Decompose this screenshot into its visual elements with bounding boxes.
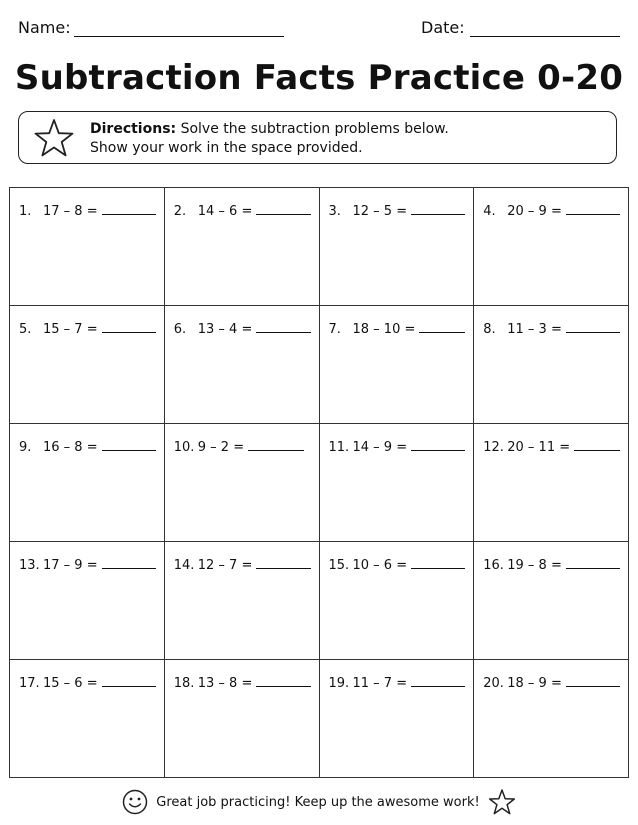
problem bbox=[174, 674, 311, 691]
answer-blank[interactable] bbox=[102, 556, 156, 569]
problem-number: 18. bbox=[173, 676, 195, 691]
star-icon bbox=[488, 788, 516, 816]
directions-box bbox=[18, 111, 617, 164]
answer-blank[interactable] bbox=[566, 202, 620, 215]
problem bbox=[329, 556, 466, 573]
problem-number: 7. bbox=[328, 322, 341, 337]
problem-number: 1. bbox=[19, 204, 32, 219]
problem-number: 17. bbox=[19, 676, 40, 691]
page-title: Subtraction Facts Practice 0-20 bbox=[14, 58, 624, 98]
directions-heading: Directions: bbox=[90, 121, 177, 137]
problem-cell[interactable] bbox=[165, 188, 320, 306]
problem bbox=[483, 438, 620, 455]
directions-line1: Solve the subtraction problems below. bbox=[180, 121, 449, 137]
problem-expression: 18 – 9 = bbox=[507, 676, 562, 691]
problem bbox=[329, 438, 466, 455]
problem-number: 16. bbox=[483, 558, 504, 573]
problem bbox=[483, 320, 620, 337]
answer-blank[interactable] bbox=[566, 320, 620, 333]
problem-cell[interactable] bbox=[10, 660, 165, 778]
problem-cell[interactable] bbox=[320, 188, 475, 306]
name-label: Name: bbox=[18, 18, 71, 37]
problem-expression: 12 – 5 = bbox=[352, 204, 408, 219]
answer-blank[interactable] bbox=[102, 674, 156, 687]
problem-grid bbox=[9, 187, 629, 778]
problem-number: 20. bbox=[483, 676, 504, 691]
problem bbox=[329, 202, 466, 219]
problem bbox=[19, 674, 156, 691]
problem-expression: 13 – 4 = bbox=[197, 322, 253, 337]
problem bbox=[174, 438, 311, 455]
problem-number: 15. bbox=[328, 558, 350, 573]
star-icon bbox=[33, 117, 75, 159]
problem-cell[interactable] bbox=[474, 306, 629, 424]
problem-expression: 15 – 6 = bbox=[43, 676, 98, 691]
problem-expression: 11 – 3 = bbox=[507, 322, 562, 337]
problem-expression: 14 – 9 = bbox=[352, 440, 408, 455]
problem-expression: 14 – 6 = bbox=[197, 204, 253, 219]
problem bbox=[174, 556, 311, 573]
problem-number: 10. bbox=[173, 440, 195, 455]
problem-cell[interactable] bbox=[10, 306, 165, 424]
problem-cell[interactable] bbox=[165, 660, 320, 778]
problem bbox=[329, 674, 466, 691]
problem-expression: 16 – 8 = bbox=[43, 440, 98, 455]
problem-number: 6. bbox=[173, 322, 187, 337]
problem bbox=[174, 202, 311, 219]
problem-expression: 17 – 8 = bbox=[43, 204, 98, 219]
name-field[interactable] bbox=[74, 36, 284, 37]
problem bbox=[19, 556, 156, 573]
problem bbox=[19, 438, 156, 455]
answer-blank[interactable] bbox=[256, 320, 310, 333]
problem-cell[interactable] bbox=[165, 306, 320, 424]
answer-blank[interactable] bbox=[248, 438, 304, 451]
directions-text bbox=[90, 120, 449, 158]
answer-blank[interactable] bbox=[256, 674, 310, 687]
problem-cell[interactable] bbox=[10, 542, 165, 660]
date-label: Date: bbox=[421, 18, 465, 37]
answer-blank[interactable] bbox=[102, 202, 156, 215]
answer-blank[interactable] bbox=[566, 674, 620, 687]
problem-cell[interactable] bbox=[474, 660, 629, 778]
problem-expression: 15 – 7 = bbox=[43, 322, 98, 337]
problem-expression: 18 – 10 = bbox=[352, 322, 416, 337]
problem-cell[interactable] bbox=[320, 660, 475, 778]
answer-blank[interactable] bbox=[411, 438, 465, 451]
problem-cell[interactable] bbox=[474, 188, 629, 306]
problem-cell[interactable] bbox=[474, 424, 629, 542]
problem-cell[interactable] bbox=[10, 424, 165, 542]
directions-line2: Show your work in the space provided. bbox=[90, 140, 363, 156]
problem-number: 14. bbox=[173, 558, 195, 573]
answer-blank[interactable] bbox=[411, 202, 465, 215]
problem-expression: 17 – 9 = bbox=[43, 558, 98, 573]
problem-cell[interactable] bbox=[10, 188, 165, 306]
problem-expression: 9 – 2 = bbox=[197, 440, 245, 455]
header bbox=[18, 16, 622, 42]
problem-cell[interactable] bbox=[474, 542, 629, 660]
problem-cell[interactable] bbox=[320, 542, 475, 660]
problem-cell[interactable] bbox=[165, 424, 320, 542]
problem-expression: 13 – 8 = bbox=[197, 676, 253, 691]
problem-expression: 20 – 11 = bbox=[507, 440, 571, 455]
problem-expression: 11 – 7 = bbox=[352, 676, 408, 691]
problem-cell[interactable] bbox=[320, 424, 475, 542]
answer-blank[interactable] bbox=[256, 556, 310, 569]
problem-expression: 10 – 6 = bbox=[352, 558, 408, 573]
problem-number: 4. bbox=[483, 204, 496, 219]
problem-number: 11. bbox=[328, 440, 350, 455]
problem bbox=[329, 320, 466, 337]
problem-number: 12. bbox=[483, 440, 504, 455]
problem-number: 9. bbox=[19, 440, 32, 455]
date-field[interactable] bbox=[470, 36, 620, 37]
answer-blank[interactable] bbox=[566, 556, 620, 569]
problem-number: 13. bbox=[19, 558, 40, 573]
problem-cell[interactable] bbox=[320, 306, 475, 424]
problem-number: 2. bbox=[173, 204, 187, 219]
answer-blank[interactable] bbox=[102, 438, 156, 451]
problem-expression: 19 – 8 = bbox=[507, 558, 562, 573]
answer-blank[interactable] bbox=[411, 556, 465, 569]
footer-message: Great job practicing! Keep up the awesome work! bbox=[156, 794, 480, 810]
smiley-icon bbox=[122, 789, 148, 815]
problem bbox=[483, 674, 620, 691]
problem-number: 5. bbox=[19, 322, 32, 337]
answer-blank[interactable] bbox=[419, 320, 465, 333]
answer-blank[interactable] bbox=[102, 320, 156, 333]
answer-blank[interactable] bbox=[411, 674, 465, 687]
problem bbox=[483, 556, 620, 573]
problem bbox=[174, 320, 311, 337]
problem-number: 19. bbox=[328, 676, 350, 691]
answer-blank[interactable] bbox=[256, 202, 310, 215]
answer-blank[interactable] bbox=[574, 438, 620, 451]
problem-number: 3. bbox=[328, 204, 341, 219]
footer bbox=[0, 788, 638, 816]
problem-cell[interactable] bbox=[165, 542, 320, 660]
problem bbox=[483, 202, 620, 219]
problem bbox=[19, 202, 156, 219]
problem-number: 8. bbox=[483, 322, 496, 337]
problem bbox=[19, 320, 156, 337]
problem-expression: 20 – 9 = bbox=[507, 204, 562, 219]
problem-expression: 12 – 7 = bbox=[197, 558, 253, 573]
